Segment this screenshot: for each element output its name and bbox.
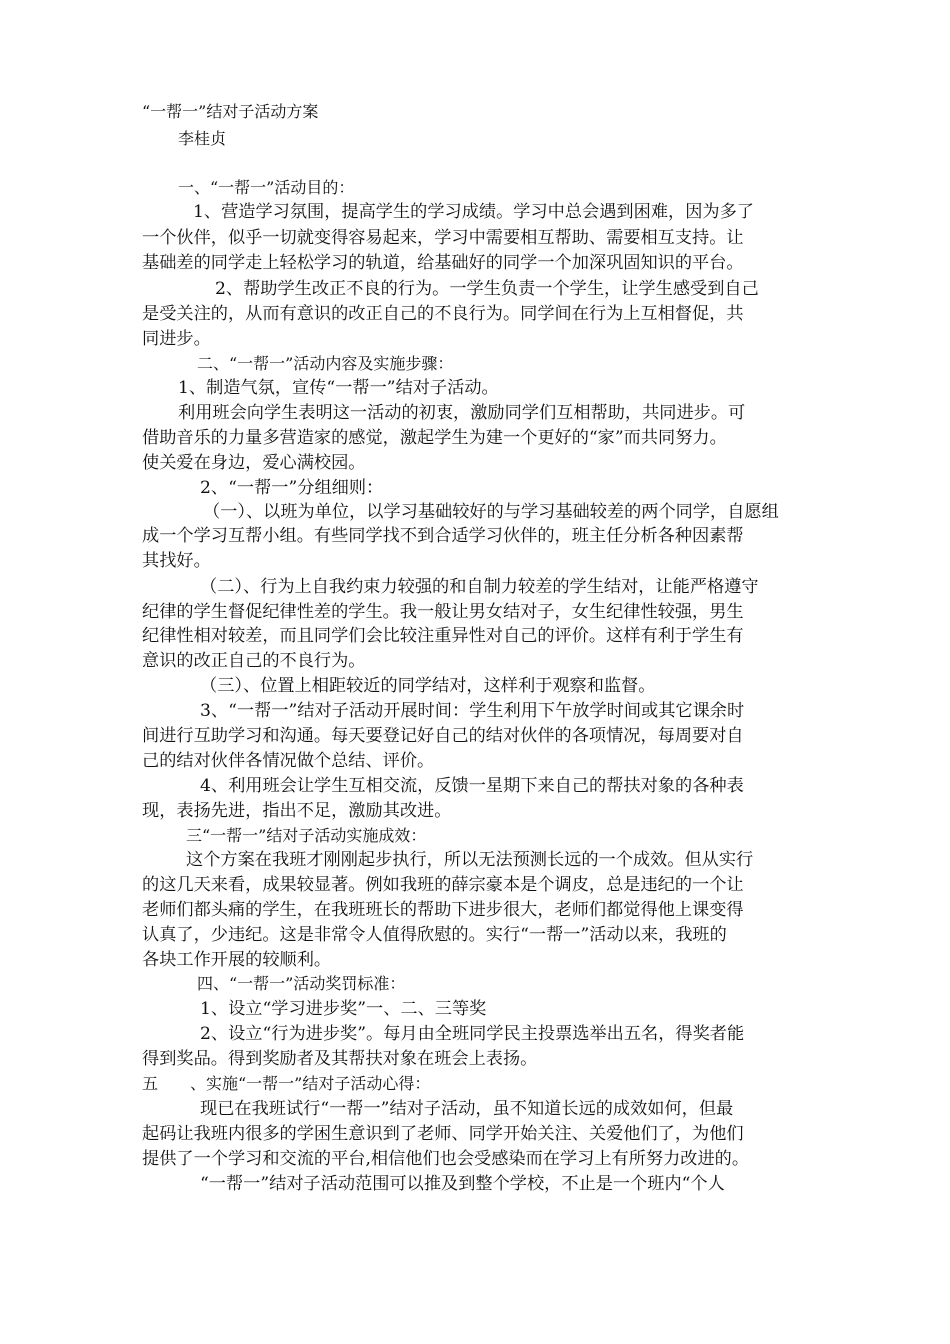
heading-section-2: 二、“一帮一”活动内容及实施步骤： [197, 354, 454, 373]
heading-section-4: 四、“一帮一”活动奖罚标准： [197, 974, 406, 993]
paragraph-line: 己的结对伙伴各情况做个总结、评价。 [142, 751, 435, 771]
paragraph-line: 1、营造学习氛围，提高学生的学习成绩。学习中总会遇到困难，因为多了 [193, 202, 754, 222]
document-author: 李桂贞 [178, 129, 227, 148]
paragraph-line: 1、设立“学习进步奖”一、二、三等奖 [200, 999, 487, 1019]
paragraph-line: 意识的改正自己的不良行为。 [142, 651, 366, 671]
paragraph-line: 是受关注的，从而有意识的改正自己的不良行为。同学间在行为上互相督促，共 [142, 304, 744, 324]
paragraph-line: 1、制造气氛，宣传“一帮一”结对子活动。 [178, 378, 499, 398]
paragraph-line: 基础差的同学走上轻松学习的轨道，给基础好的同学一个加深巩固知识的平台。 [142, 253, 744, 273]
paragraph-line: 借助音乐的力量多营造家的感觉，激起学生为建一个更好的“家”而共同努力。 [142, 428, 727, 448]
paragraph-line: 这个方案在我班才刚刚起步执行，所以无法预测长远的一个成效。但从实行 [186, 850, 754, 870]
paragraph-line: 现已在我班试行“一帮一”结对子活动，虽不知道长远的成效如何，但最 [200, 1099, 734, 1119]
paragraph-line: 成一个学习互帮小组。有些同学找不到合适学习伙伴的，班主任分析各种因素帮 [142, 526, 744, 546]
paragraph-line: 认真了，少违纪。这是非常令人值得欣慰的。实行“一帮一”活动以来，我班的 [142, 925, 727, 945]
paragraph-line: 其找好。 [142, 551, 211, 571]
paragraph-line: 现，表扬先进，指出不足，激励其改进。 [142, 801, 452, 821]
paragraph-line: 2、帮助学生改正不良的行为。一学生负责一个学生，让学生感受到自己 [215, 279, 759, 299]
paragraph-line: 的这几天来看，成果较显著。例如我班的薛宗豪本是个调皮，总是违纪的一个让 [142, 875, 744, 895]
paragraph-line: 得到奖品。得到奖励者及其帮扶对象在班会上表扬。 [142, 1049, 538, 1069]
heading-section-1: 一、“一帮一”活动目的： [178, 178, 355, 197]
paragraph-line: 间进行互助学习和沟通。每天要登记好自己的结对伙伴的各项情况，每周要对自 [142, 726, 744, 746]
paragraph-line: 纪律的学生督促纪律性差的学生。我一般让男女结对子，女生纪律性较强，男生 [142, 602, 744, 622]
paragraph-line: 2、“一帮一”分组细则： [200, 478, 384, 498]
paragraph-line: 老师们都头痛的学生，在我班班长的帮助下进步很大，老师们都觉得他上课变得 [142, 900, 744, 920]
paragraph-line: 2、设立“行为进步奖”。每月由全班同学民主投票选举出五名，得奖者能 [200, 1024, 745, 1044]
paragraph-line: 提供了一个学习和交流的平台,相信他们也会受感染而在学习上有所努力改进的。 [142, 1149, 750, 1169]
paragraph-line: 使关爱在身边，爱心满校园。 [142, 453, 366, 473]
paragraph-line: 各块工作开展的较顺利。 [142, 950, 332, 970]
paragraph-line: 纪律性相对较差，而且同学们会比较注重异性对自己的评价。这样有利于学生有 [142, 626, 744, 646]
paragraph-line: 一个伙伴，似乎一切就变得容易起来，学习中需要相互帮助、需要相互支持。让 [142, 228, 744, 248]
paragraph-line: 利用班会向学生表明这一活动的初衷，激励同学们互相帮助，共同进步。可 [178, 403, 746, 423]
paragraph-line: 3、“一帮一”结对子活动开展时间：学生利用下午放学时间或其它课余时 [200, 701, 745, 721]
document-title: “一帮一”结对子活动方案 [142, 102, 319, 121]
paragraph-line: “一帮一”结对子活动范围可以推及到整个学校，不止是一个班内“个人 [200, 1174, 725, 1194]
paragraph-line: （一）、以班为单位，以学习基础较好的与学习基础较差的两个同学，自愿组 [203, 502, 779, 522]
paragraph-line: 起码让我班内很多的学困生意识到了老师、同学开始关注、关爱他们了，为他们 [142, 1124, 744, 1144]
paragraph-line: 4、利用班会让学生互相交流，反馈一星期下来自己的帮扶对象的各种表 [200, 776, 744, 796]
paragraph-line: 同进步。 [142, 329, 211, 349]
heading-section-5: 五 、实施“一帮一”结对子活动心得： [142, 1074, 431, 1093]
paragraph-line: （二）、行为上自我约束力较强的和自制力较差的学生结对，让能严格遵守 [200, 577, 759, 597]
heading-section-3: 三“一帮一”结对子活动实施成效： [186, 826, 427, 845]
paragraph-line: （三）、位置上相距较近的同学结对，这样利于观察和监督。 [200, 676, 656, 696]
